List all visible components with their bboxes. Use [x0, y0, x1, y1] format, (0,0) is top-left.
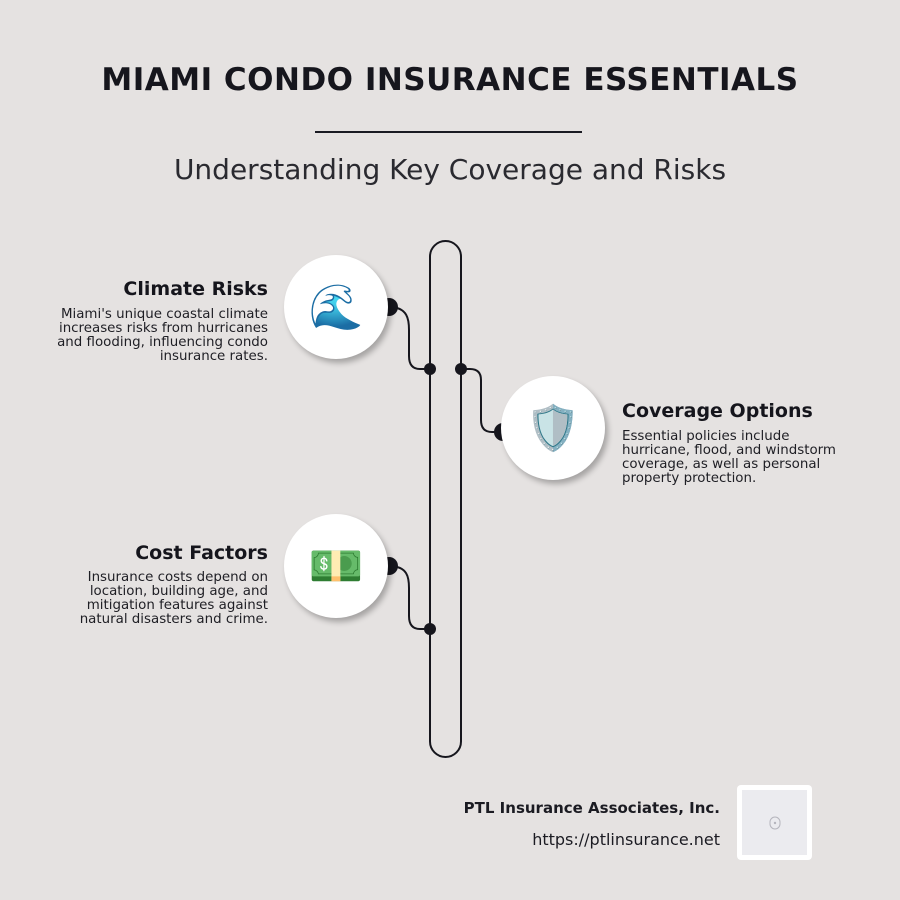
card-title: Cost Factors [135, 542, 268, 564]
connector-node-climate [424, 363, 436, 375]
timeline-track [430, 241, 461, 757]
connector-cost [389, 566, 430, 629]
card-description: Insurance costs depend on location, building age, and mitigation features against natural disasters and crime. [79, 570, 268, 627]
company-name: PTL Insurance Associates, Inc. [463, 799, 720, 817]
qr-placeholder [742, 790, 807, 855]
card-title: Climate Risks [123, 278, 268, 300]
card-title: Coverage Options [622, 400, 813, 422]
card-description: Miami's unique coastal climate increases risks from hurricanes and flooding, influencing condo insurance rates. [57, 307, 268, 364]
image-placeholder-icon [768, 814, 782, 832]
page-title: MIAMI CONDO INSURANCE ESSENTIALS [101, 62, 799, 98]
connector-climate [389, 307, 430, 369]
page-subtitle: Understanding Key Coverage and Risks [173, 153, 727, 186]
card-description: Essential policies include hurricane, flood, and windstorm coverage, as well as personal property protection. [622, 429, 836, 486]
money-icon: 💵 [284, 514, 388, 618]
shield-icon: 🛡️ [501, 376, 605, 480]
wave-icon: 🌊 [284, 255, 388, 359]
company-url-link[interactable]: https://ptlinsurance.net [532, 830, 720, 849]
connector-node-coverage [455, 363, 467, 375]
connector-node-cost [424, 623, 436, 635]
qr-code [737, 785, 812, 860]
connector-coverage [461, 369, 503, 432]
